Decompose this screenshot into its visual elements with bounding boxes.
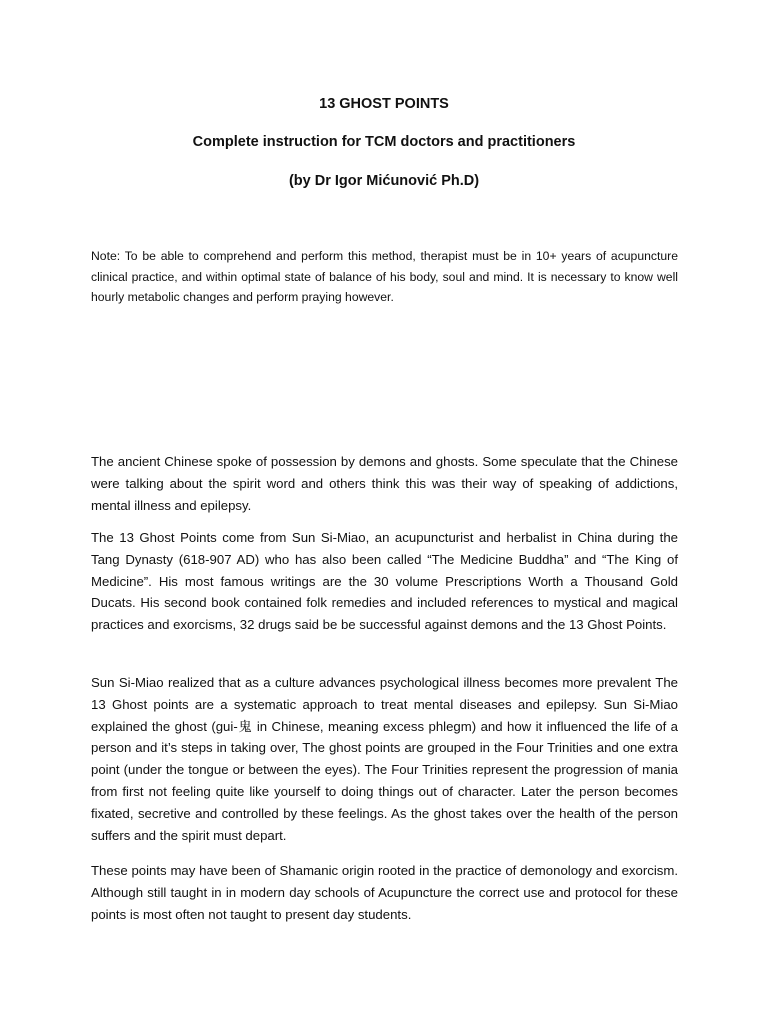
document-title: 13 GHOST POINTS bbox=[319, 96, 449, 112]
body-paragraph-2: The 13 Ghost Points come from Sun Si-Miao, an acupuncturist and herbalist in China during the Tang Dynasty (618-907 AD) who has also been called “The Medicine Buddha” and “The King of Medicine”. His most famous writings are the 30 volume Prescriptions Worth a Thousand Gold Ducats. His second book contained folk remedies and included references to mystical and magical practices and exorcisms, 32 drugs said be be successful against demons and the 13 Ghost Points. bbox=[91, 530, 678, 633]
body-paragraph-4: These points may have been of Shamanic origin rooted in the practice of demonology and exorcism. Although still taught in in modern day schools of Acupuncture the correct use and protocol for these points is most often not taught to present day students. bbox=[91, 863, 678, 922]
body-paragraph-3: Sun Si-Miao realized that as a culture advances psychological illness becomes more prevalent The 13 Ghost points are a systematic approach to treat mental diseases and epilepsy. Sun Si-Miao explained the ghost (gui-鬼 in Chinese, meaning excess phlegm) and how it influenced the life of a person and it’s steps in taking over, The ghost points are grouped in the Four Trinities and one extra point (under the tongue or between the eyes). The Four Trinities represent the progression of mania from first not feeling quite like yourself to doing things out of character. Later the person becomes fixated, secretive and controlled by these feelings. As the ghost takes over the health of the person suffers and the spirit must depart. bbox=[91, 675, 678, 843]
document-subtitle: Complete instruction for TCM doctors and practitioners bbox=[192, 134, 576, 150]
body-paragraph-1: The ancient Chinese spoke of possession by demons and ghosts. Some speculate that the Chinese were talking about the spirit word and others think this was their way of speaking of addictions, mental illness and epilepsy. bbox=[91, 454, 678, 513]
author-line: (by Dr Igor Mićunović Ph.D) bbox=[288, 173, 480, 189]
note-paragraph: Note: To be able to comprehend and perform this method, therapist must be in 10+ years of acupuncture clinical practice, and within optimal state of balance of his body, soul and mind. It is necessary to know well hourly metabolic changes and perform praying however. bbox=[91, 249, 678, 304]
